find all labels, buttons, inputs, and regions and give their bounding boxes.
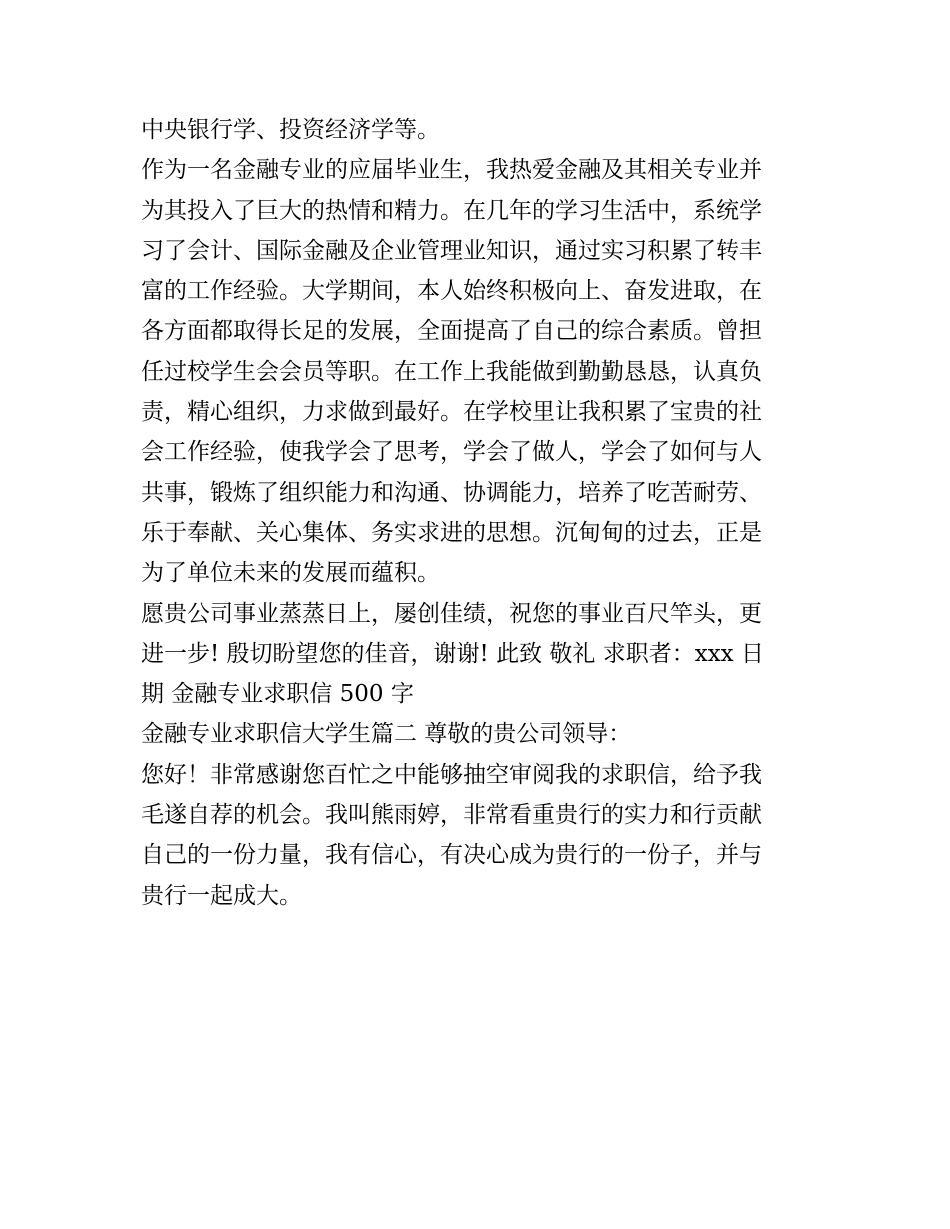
text-line: 作为一名金融专业的应届毕业生，我热爱金融及其相关专业并	[141, 157, 762, 184]
text-line: 会工作经验，使我学会了思考，学会了做人，学会了如何与人	[141, 439, 762, 466]
body-text	[141, 110, 821, 916]
text-line: 期 金融专业求职信 500 字	[141, 681, 414, 708]
text-line: 任过校学生会会员等职。在工作上我能做到勤勤恳恳，认真负	[141, 358, 762, 385]
text-line: 进一步! 殷切盼望您的佳音，谢谢! 此致 敬礼 求职者：xxx 日	[141, 640, 764, 667]
text-line: 愿贵公司事业蒸蒸日上，屡创佳绩，祝您的事业百尺竿头，更	[141, 600, 762, 627]
text-line: 自己的一份力量，我有信心，有决心成为贵行的一份子，并与	[141, 842, 762, 869]
text-line: 贵行一起成大。	[141, 882, 302, 909]
text-line: 您好！非常感谢您百忙之中能够抽空审阅我的求职信，给予我	[141, 761, 762, 788]
text-line: 毛遂自荐的机会。我叫熊雨婷，非常看重贵行的实力和行贡献	[141, 802, 762, 829]
text-line: 共事，锻炼了组织能力和沟通、协调能力，培养了吃苦耐劳、	[141, 479, 762, 506]
text-line: 各方面都取得长足的发展，全面提高了自己的综合素质。曾担	[141, 318, 762, 345]
text-line: 为其投入了巨大的热情和精力。在几年的学习生活中，系统学	[141, 197, 762, 224]
text-line: 中央银行学、投资经济学等。	[141, 117, 440, 143]
text-line: 富的工作经验。大学期间，本人始终积极向上、奋发进取，在	[141, 278, 762, 305]
text-line: 责，精心组织，力求做到最好。在学校里让我积累了宝贵的社	[141, 399, 762, 426]
text-line: 乐于奉献、关心集体、务实求进的思想。沉甸甸的过去，正是	[141, 519, 762, 546]
text-line: 为了单位未来的发展而蕴积。	[141, 560, 440, 587]
text-line: 金融专业求职信大学生篇二 尊敬的贵公司领导：	[141, 721, 632, 748]
text-line: 习了会计、国际金融及企业管理业知识，通过实习积累了转丰	[141, 237, 762, 264]
